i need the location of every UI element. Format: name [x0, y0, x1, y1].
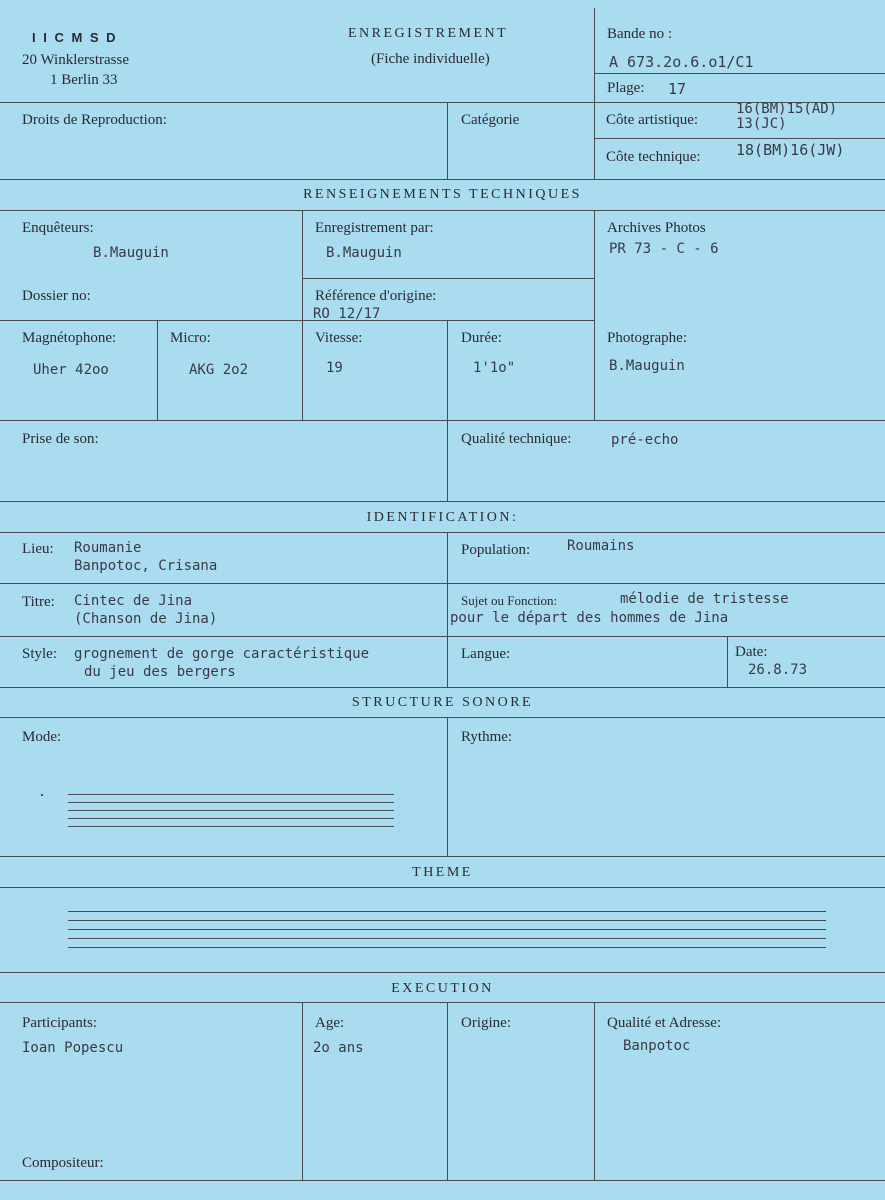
- style-value-line1: grognement de gorge caractéristique: [74, 646, 370, 662]
- execution-heading: EXECUTION: [391, 981, 494, 996]
- style-label: Style:: [22, 646, 58, 662]
- sujet-fonction-label: Sujet ou Fonction:: [461, 593, 558, 608]
- qualite-adresse-label: Qualité et Adresse:: [607, 1015, 722, 1031]
- org-address-line2: 1 Berlin 33: [50, 72, 118, 88]
- titre-label: Titre:: [22, 594, 55, 610]
- cote-artistique-label: Côte artistique:: [606, 112, 699, 128]
- date-label: Date:: [735, 644, 768, 660]
- micro-value: AKG 2o2: [189, 362, 249, 378]
- photographe-label: Photographe:: [607, 330, 687, 346]
- identification-heading: IDENTIFICATION:: [366, 510, 519, 525]
- enqueteurs-label: Enquêteurs:: [22, 220, 94, 236]
- vitesse-value: 19: [326, 360, 343, 376]
- lieu-label: Lieu:: [22, 541, 54, 557]
- sujet-fonction-value-line2: pour le départ des hommes de Jina: [450, 610, 729, 626]
- form-title: ENREGISTREMENT: [348, 26, 509, 41]
- age-value: 2o ans: [313, 1040, 364, 1056]
- reference-origine-label: Référence d'origine:: [315, 288, 437, 304]
- style-value-line2: du jeu des bergers: [84, 664, 236, 680]
- lieu-value-line1: Roumanie: [74, 540, 142, 556]
- qualite-technique-label: Qualité technique:: [461, 431, 572, 447]
- enqueteurs-value: B.Mauguin: [93, 245, 169, 261]
- reference-origine-value: RO 12/17: [313, 306, 381, 322]
- org-name: I I C M S D: [32, 30, 118, 45]
- qualite-adresse-value: Banpotoc: [623, 1038, 691, 1054]
- enregistrement-par-value: B.Mauguin: [326, 245, 402, 261]
- participants-label: Participants:: [22, 1015, 97, 1031]
- qualite-technique-value: pré-echo: [611, 432, 679, 448]
- cote-technique-label: Côte technique:: [606, 149, 701, 165]
- vitesse-label: Vitesse:: [315, 330, 363, 346]
- photographe-value: B.Mauguin: [609, 358, 685, 374]
- origine-label: Origine:: [461, 1015, 511, 1031]
- stray-dot: [41, 794, 43, 796]
- theme-heading: THEME: [412, 865, 473, 880]
- age-label: Age:: [315, 1015, 345, 1031]
- sujet-fonction-value-line1: mélodie de tristesse: [620, 591, 789, 607]
- archives-photos-value: PR 73 - C - 6: [609, 241, 719, 257]
- population-value: Roumains: [567, 538, 635, 554]
- participants-value: Ioan Popescu: [22, 1040, 124, 1056]
- lieu-value-line2: Banpotoc, Crisana: [74, 558, 218, 574]
- bande-value: A 673.2o.6.o1/C1: [609, 53, 754, 71]
- plage-value: 17: [668, 80, 687, 98]
- archives-photos-label: Archives Photos: [607, 220, 706, 236]
- form-subtitle: (Fiche individuelle): [371, 51, 490, 67]
- enregistrement-par-label: Enregistrement par:: [315, 220, 434, 236]
- duree-label: Durée:: [461, 330, 502, 346]
- date-value: 26.8.73: [748, 662, 808, 678]
- langue-label: Langue:: [461, 646, 511, 662]
- mode-label: Mode:: [22, 729, 62, 745]
- prise-de-son-label: Prise de son:: [22, 431, 99, 447]
- duree-value: 1'1o": [473, 360, 516, 376]
- technique-heading: RENSEIGNEMENTS TECHNIQUES: [303, 187, 582, 202]
- magnetophone-label: Magnétophone:: [22, 330, 117, 346]
- compositeur-label: Compositeur:: [22, 1155, 104, 1171]
- cote-artistique-value-line2: 13(JC): [736, 116, 787, 132]
- bande-label: Bande no :: [607, 26, 672, 42]
- structure-sonore-heading: STRUCTURE SONORE: [351, 695, 534, 710]
- org-address-line1: 20 Winklerstrasse: [22, 52, 130, 68]
- micro-label: Micro:: [170, 330, 211, 346]
- cote-technique-value: 18(BM)16(JW): [736, 141, 845, 159]
- dossier-label: Dossier no:: [22, 288, 91, 304]
- categorie-label: Catégorie: [461, 112, 520, 128]
- plage-label: Plage:: [607, 80, 645, 96]
- population-label: Population:: [461, 542, 531, 558]
- rythme-label: Rythme:: [461, 729, 513, 745]
- magnetophone-value: Uher 42oo: [33, 362, 109, 378]
- droits-label: Droits de Reproduction:: [22, 112, 167, 128]
- titre-value-line2: (Chanson de Jina): [74, 611, 218, 627]
- titre-value-line1: Cintec de Jina: [74, 593, 193, 609]
- cote-artistique-value-line1: 16(BM)15(AD): [736, 101, 838, 117]
